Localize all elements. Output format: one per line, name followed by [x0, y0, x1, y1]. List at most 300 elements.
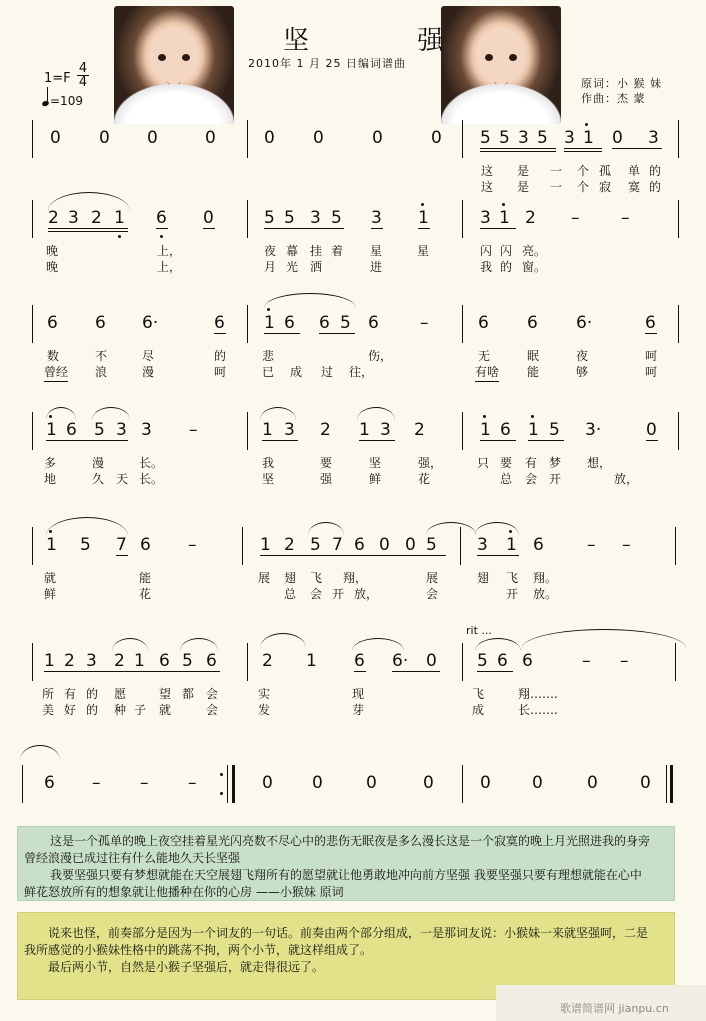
note: 6	[214, 313, 225, 333]
bar-line	[32, 412, 33, 450]
note: 6	[66, 420, 77, 440]
note: –	[188, 773, 197, 793]
lyric: 翅	[284, 571, 297, 585]
note: 0	[426, 651, 437, 671]
tempo-mark	[42, 91, 83, 108]
note: –	[621, 208, 630, 228]
lyric: 地	[44, 472, 57, 486]
bar-line	[32, 305, 33, 343]
bar-line	[247, 412, 248, 450]
lyric: 好	[64, 703, 77, 717]
bar-line	[670, 765, 673, 803]
lyric: 成	[290, 365, 303, 379]
lyric: 长。	[139, 472, 164, 486]
note: 0	[50, 128, 61, 148]
note: –	[571, 208, 580, 228]
underline-beam	[354, 671, 366, 672]
lyric: 数	[47, 349, 60, 363]
note: 2	[64, 651, 75, 671]
note: –	[189, 420, 198, 440]
note: 5	[340, 313, 351, 333]
lyric: 花	[418, 472, 431, 486]
lyric: 的	[86, 703, 99, 717]
octave-dot	[421, 203, 424, 206]
underline-beam	[564, 151, 602, 152]
lyric: 月	[264, 260, 277, 274]
note: –	[620, 651, 629, 671]
lyric: 就	[44, 571, 57, 585]
note: 3	[518, 128, 529, 148]
note: 0	[405, 535, 416, 555]
song-title: 坚 强	[283, 26, 494, 56]
lyric: 花	[139, 587, 152, 601]
lyric: 悲	[262, 349, 275, 363]
lyric: 鲜	[44, 587, 57, 601]
lyric: 往，	[349, 365, 374, 379]
lyric: 曾经	[44, 365, 69, 379]
underline-beam	[371, 228, 383, 229]
lyric: 尽	[142, 349, 155, 363]
lyric: 窗。	[522, 260, 547, 274]
bar-line	[678, 200, 679, 238]
lyric: 翔…….	[518, 687, 558, 701]
lyric: 浪	[95, 365, 108, 379]
quarter-note-icon	[41, 100, 49, 107]
lyric: 过	[321, 365, 334, 379]
note: 3	[564, 128, 575, 148]
note: 6·	[576, 313, 593, 333]
lyric: 久	[92, 472, 105, 486]
note: 1	[359, 420, 370, 440]
bar-line	[247, 120, 248, 158]
lyric: 只	[477, 456, 490, 470]
lyric: 有	[64, 687, 77, 701]
lyric: 我所感觉的小猴妹性格中的跳荡不拘，两个小节，就这样组成了。	[24, 943, 373, 957]
note: 2	[91, 208, 102, 228]
lyric: 是	[517, 180, 530, 194]
lyric: 的	[86, 687, 99, 701]
octave-dot	[118, 235, 121, 238]
note: 2	[114, 651, 125, 671]
note: 1	[114, 208, 125, 228]
lyric: 无	[478, 349, 491, 363]
lyric: 4	[78, 61, 88, 76]
note: 1	[264, 313, 275, 333]
underline-beam	[44, 381, 68, 382]
bar-line	[227, 765, 228, 803]
lyric: 闪	[480, 244, 493, 258]
underline-beam	[480, 151, 556, 152]
note: 5	[94, 420, 105, 440]
lyric: 漫	[92, 456, 105, 470]
bar-line	[247, 200, 248, 238]
lyric: 着	[331, 244, 344, 258]
lyric: 单	[628, 164, 641, 178]
underline-beam	[48, 231, 128, 232]
note: 1	[506, 535, 517, 555]
lyric: 愿	[114, 687, 127, 701]
underline-beam	[418, 228, 430, 229]
note: 5	[331, 208, 342, 228]
lyric: 星	[417, 244, 430, 258]
note: 5	[549, 420, 560, 440]
lyric: 进	[370, 260, 383, 274]
underline-beam	[480, 440, 516, 441]
note: 6	[44, 773, 55, 793]
octave-dot	[483, 415, 486, 418]
lyric: 强，	[418, 456, 443, 470]
slur-mark	[180, 638, 218, 651]
lyric: 会	[206, 703, 219, 717]
underline-beam	[116, 555, 128, 556]
underline-beam	[264, 228, 344, 229]
bar-line	[678, 305, 679, 343]
bar-line	[462, 120, 463, 158]
lyric: 的	[214, 349, 227, 363]
note: 1	[134, 651, 145, 671]
lyric: 挂	[310, 244, 323, 258]
octave-dot	[509, 530, 512, 533]
note: 3	[68, 208, 79, 228]
lyric: 现	[352, 687, 365, 701]
note: 6	[500, 420, 511, 440]
slur-mark	[260, 633, 306, 648]
lyric: 伤，	[368, 349, 393, 363]
lyric: 天	[116, 472, 129, 486]
bar-line	[32, 527, 33, 565]
underline-beam	[645, 333, 657, 334]
note: 0	[423, 773, 434, 793]
lyric: 展	[258, 571, 271, 585]
note: 6	[645, 313, 656, 333]
slur-mark	[475, 638, 521, 651]
key-signature: 1=F	[44, 71, 71, 86]
credits	[581, 76, 662, 106]
note: 2	[525, 208, 536, 228]
lyric: 寂	[599, 180, 612, 194]
note: 5	[537, 128, 548, 148]
note: –	[420, 313, 429, 333]
note: 0	[587, 773, 598, 793]
lyric: 总	[284, 587, 297, 601]
note: 0	[640, 773, 651, 793]
note: 0	[612, 128, 623, 148]
lyric: 我	[262, 456, 275, 470]
bar-line	[678, 120, 679, 158]
note: 3	[86, 651, 97, 671]
underline-beam	[564, 148, 602, 149]
note: 6	[527, 313, 538, 333]
note: 3·	[585, 420, 602, 440]
lyric: 一	[550, 180, 563, 194]
note: 5	[284, 208, 295, 228]
lyric: 眠	[527, 349, 540, 363]
note: 2	[414, 420, 425, 440]
lyric: 这	[481, 180, 494, 194]
note: 6	[497, 651, 508, 671]
octave-dot	[220, 773, 223, 776]
slur-mark	[92, 407, 130, 420]
underline-beam	[319, 333, 355, 334]
lyric: 坚	[262, 472, 275, 486]
note: –	[188, 535, 197, 555]
underline-beam	[44, 671, 220, 672]
lyric: 发	[258, 703, 271, 717]
slur-mark	[20, 745, 60, 760]
note: 0	[99, 128, 110, 148]
underline-beam	[480, 148, 556, 149]
note: 6	[354, 535, 365, 555]
bar-line	[462, 643, 463, 681]
note: 5	[182, 651, 193, 671]
note: 2	[48, 208, 59, 228]
note: 0	[480, 773, 491, 793]
lyric: 放。	[533, 587, 558, 601]
lyric: 芽	[352, 703, 365, 717]
bar-line	[32, 200, 33, 238]
underline-beam	[156, 228, 168, 229]
note: –	[92, 773, 101, 793]
lyric: 翔。	[533, 571, 558, 585]
lyric: 子	[134, 703, 147, 717]
lyric: 翔，	[343, 571, 368, 585]
lyric: 飞	[506, 571, 519, 585]
note: 6	[140, 535, 151, 555]
underline-beam	[262, 440, 298, 441]
lyric: 星	[370, 244, 383, 258]
note: 1	[480, 420, 491, 440]
note: 6	[47, 313, 58, 333]
bar-line	[247, 643, 248, 681]
note: 3	[477, 535, 488, 555]
lyric: 要	[320, 456, 333, 470]
lyric: 个	[577, 164, 590, 178]
lyric: 晚	[46, 260, 59, 274]
bar-line	[460, 527, 461, 565]
bar-line	[675, 643, 676, 681]
slur-mark	[426, 522, 476, 535]
lyric: 上，	[157, 244, 182, 258]
octave-dot	[267, 308, 270, 311]
lyric: 呵	[645, 365, 658, 379]
lyric: 的	[649, 180, 662, 194]
octave-dot	[502, 203, 505, 206]
underline-beam	[477, 671, 513, 672]
lyric: =109	[50, 94, 83, 108]
note: 6	[156, 208, 167, 228]
note: 0	[646, 420, 657, 440]
lyric: 放，	[354, 587, 379, 601]
underline-beam	[260, 555, 446, 556]
lyric: 呵	[214, 365, 227, 379]
slur-mark	[112, 638, 148, 651]
underline-beam	[475, 381, 499, 382]
underline-beam	[46, 440, 128, 441]
bar-line	[678, 412, 679, 450]
lyric: 幕	[286, 244, 299, 258]
lyric: 我要坚强只要有梦想就能在天空展翅飞翔所有的愿望就让他勇敢地冲向前方坚强 我要坚强只要有理想就能在心中	[50, 868, 642, 882]
note: 6·	[142, 313, 159, 333]
note: 6	[533, 535, 544, 555]
rit-mark: rit ...	[466, 624, 492, 637]
lyrics-note-box	[17, 826, 675, 901]
lyric: 晚	[46, 244, 59, 258]
note: –	[622, 535, 631, 555]
note: 6	[522, 651, 533, 671]
note: 0	[313, 128, 324, 148]
lyric: 4	[78, 75, 88, 90]
underline-beam	[528, 440, 564, 441]
lyric: 鲜花怒放所有的想象就让他播种在你的心房 ——小猴妹 原词	[24, 885, 344, 899]
lyric: 光	[286, 260, 299, 274]
lyric: 有	[525, 456, 538, 470]
note: 6	[159, 651, 170, 671]
note: 6	[368, 313, 379, 333]
lyric: 鲜	[369, 472, 382, 486]
octave-dot	[160, 235, 163, 238]
note: 6	[95, 313, 106, 333]
lyric: 都	[182, 687, 195, 701]
lyric: 种	[114, 703, 127, 717]
note: –	[587, 535, 596, 555]
underline-beam	[392, 671, 440, 672]
lyric: 飞	[472, 687, 485, 701]
note: 0	[205, 128, 216, 148]
child-photo-left	[114, 6, 234, 124]
underline-beam	[480, 228, 516, 229]
lyric: 开	[549, 472, 562, 486]
note: 2	[284, 535, 295, 555]
bar-line	[462, 765, 463, 803]
lyric: 寞	[628, 180, 641, 194]
slur-mark	[46, 517, 128, 536]
slur-mark	[352, 638, 404, 651]
underline-beam	[48, 228, 128, 229]
lyric: 有啥	[475, 365, 500, 379]
lyric: 翅	[477, 571, 490, 585]
note: 0	[379, 535, 390, 555]
underline-beam	[612, 148, 662, 149]
lyric: 梦	[549, 456, 562, 470]
note: 7	[332, 535, 343, 555]
lyric: 夜	[264, 244, 277, 258]
note: 3	[116, 420, 127, 440]
lyric: 强	[320, 472, 333, 486]
note: 3	[310, 208, 321, 228]
lyric: 这	[481, 164, 494, 178]
lyric: 所	[42, 687, 55, 701]
lyric: 呵	[645, 349, 658, 363]
note: –	[582, 651, 591, 671]
lyric: 能	[139, 571, 152, 585]
lyric: 长…….	[518, 703, 558, 717]
lyric: 开	[506, 587, 519, 601]
note: 0	[147, 128, 158, 148]
lyric: 会	[525, 472, 538, 486]
lyricist: 原词：小 猴 妹	[581, 77, 662, 90]
note: 6	[478, 313, 489, 333]
note: 1	[499, 208, 510, 228]
note: 1	[306, 651, 317, 671]
lyric: 的	[500, 260, 513, 274]
note: 1	[262, 420, 273, 440]
lyric: 要	[500, 456, 513, 470]
lyric: 会	[310, 587, 323, 601]
note: 6·	[392, 651, 409, 671]
underline-beam	[477, 555, 519, 556]
underline-beam	[264, 333, 300, 334]
slur-mark	[522, 629, 686, 648]
note: 1	[46, 420, 57, 440]
lyric: 就	[159, 703, 172, 717]
note: 0	[366, 773, 377, 793]
note: 1	[44, 651, 55, 671]
bar-line	[462, 200, 463, 238]
note: 3	[648, 128, 659, 148]
underline-beam	[214, 333, 226, 334]
note: 0	[532, 773, 543, 793]
slur-mark	[264, 293, 356, 308]
lyric: 展	[426, 571, 439, 585]
lyric: 飞	[310, 571, 323, 585]
note: 5	[426, 535, 437, 555]
note: 6	[206, 651, 217, 671]
time-signature	[77, 62, 89, 89]
note: 1	[260, 535, 271, 555]
lyric: 坚	[369, 456, 382, 470]
note: –	[140, 773, 149, 793]
note: 1	[418, 208, 429, 228]
note: 0	[431, 128, 442, 148]
bar-line	[666, 765, 667, 803]
note: 6	[354, 651, 365, 671]
lyric: 个	[577, 180, 590, 194]
note: 1	[528, 420, 539, 440]
note: 0	[262, 773, 273, 793]
note: 5	[477, 651, 488, 671]
bar-line	[232, 765, 235, 803]
lyric: 美	[42, 703, 55, 717]
lyric: 会	[426, 587, 439, 601]
lyric: 孤	[599, 164, 612, 178]
composer: 作曲：杰 蒙	[581, 92, 646, 105]
note: 6	[319, 313, 330, 333]
note: 1	[46, 535, 57, 555]
note: 5	[310, 535, 321, 555]
bar-line	[32, 643, 33, 681]
lyric: 长。	[139, 456, 164, 470]
note: 0	[372, 128, 383, 148]
lyric: 洒	[310, 260, 323, 274]
lyric: 一	[550, 164, 563, 178]
note: 3	[284, 420, 295, 440]
lyric: 亮。	[522, 244, 547, 258]
octave-dot	[49, 415, 52, 418]
watermark: 歌谱简谱网 jianpu.cn	[560, 1002, 669, 1015]
lyric: 夜	[576, 349, 589, 363]
note: 2	[262, 651, 273, 671]
bar-line	[242, 527, 243, 565]
bar-line	[247, 305, 248, 343]
bar-line	[32, 120, 33, 158]
slur-mark	[260, 407, 296, 420]
note: 3	[480, 208, 491, 228]
lyric: 成	[472, 703, 485, 717]
lyric: 是	[517, 164, 530, 178]
lyric: 会	[206, 687, 219, 701]
lyric: 不	[95, 349, 108, 363]
lyric: 够	[576, 365, 589, 379]
